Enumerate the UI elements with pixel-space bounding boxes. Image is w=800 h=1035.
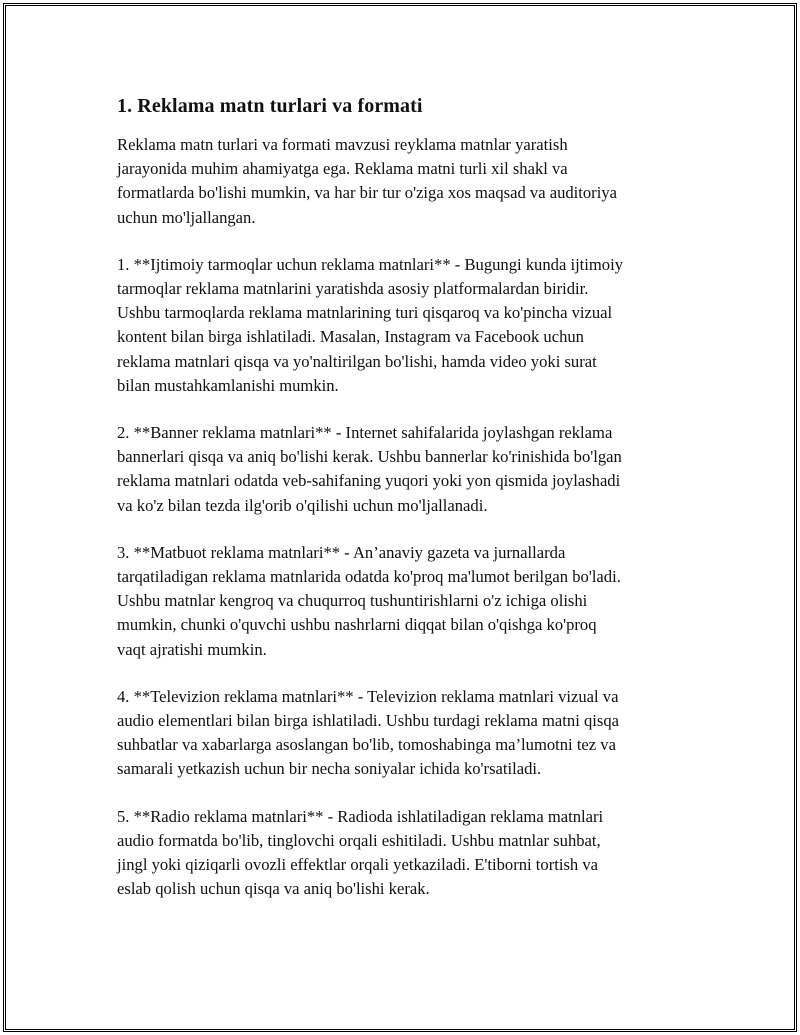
paragraph-item-2: [117, 421, 687, 518]
text-line: formatlarda bo'lishi mumkin, va har bir tur o'ziga xos maqsad va auditoriya: [117, 183, 617, 203]
document-title: 1. Reklama matn turlari va formati: [117, 95, 423, 117]
text-line: jarayonida muhim ahamiyatga ega. Reklama matni turli xil shakl va: [117, 159, 568, 179]
text-line: tarmoqlar reklama matnlarini yaratishda asosiy platformalardan biridir.: [117, 279, 589, 299]
text-line: uchun mo'ljallangan.: [117, 207, 256, 227]
text-line: mumkin, chunki o'quvchi ushbu nashrlarni diqqat bilan o'qishga ko'proq: [117, 615, 597, 635]
text-line: va ko'z bilan tezda ilg'orib o'qilishi uchun mo'ljallanadi.: [117, 495, 488, 515]
text-line: samarali yetkazish uchun bir necha soniyalar ichida ko'rsatiladi.: [117, 759, 542, 779]
paragraph-item-1: [117, 253, 687, 398]
text-line: Reklama matn turlari va formati mavzusi reyklama matnlar yaratish: [117, 135, 568, 154]
text-line: tarqatiladigan reklama matnlarida odatda ko'proq ma'lumot berilgan bo'ladi.: [117, 567, 621, 587]
text-line: jingl yoki qiziqarli ovozli effektlar orqali yetkaziladi. E'tiborni tortish va: [117, 855, 599, 875]
text-line: suhbatlar va xabarlarga asoslangan bo'lib, tomoshabinga ma’lumotni tez va: [117, 735, 616, 755]
text-line: 5. **Radio reklama matnlari** - Radioda ishlatiladigan reklama matnlari: [117, 806, 604, 826]
text-line: bilan mustahkamlanishi mumkin.: [117, 375, 339, 395]
paragraph-item-4: [117, 685, 687, 782]
text-line: 4. **Televizion reklama matnlari** - Televizion reklama matnlari vizual va: [117, 686, 619, 706]
paragraph-intro: [117, 133, 687, 230]
text-line: 2. **Banner reklama matnlari** - Internet sahifalarida joylashgan reklama: [117, 423, 613, 443]
text-line: audio formatda bo'lib, tinglovchi orqali eshitiladi. Ushbu matnlar suhbat,: [117, 830, 601, 850]
text-line: Ushbu matnlar kengroq va chuqurroq tushuntirishlarni o'z ichiga olishi: [117, 591, 588, 611]
text-line: vaqt ajratishi mumkin.: [117, 639, 267, 659]
text-line: reklama matnlari odatda veb-sahifaning yuqori yoki yon qismida joylashadi: [117, 471, 621, 491]
text-line: 3. **Matbuot reklama matnlari** - An’anaviy gazeta va jurnallarda: [117, 542, 566, 562]
paragraph-item-5: [117, 805, 687, 902]
text-line: audio elementlari bilan birga ishlatiladi. Ushbu turdagi reklama matni qisqa: [117, 711, 619, 731]
paragraph-item-3: [117, 541, 687, 662]
text-line: Ushbu tarmoqlarda reklama matnlarining turi qisqaroq va ko'pincha vizual: [117, 303, 613, 323]
text-line: bannerlari qisqa va aniq bo'lishi kerak. Ushbu bannerlar ko'rinishida bo'lgan: [117, 447, 622, 467]
document-body: [117, 93, 687, 924]
text-line: reklama matnlari qisqa va yo'naltirilgan bo'lishi, hamda video yoki surat: [117, 351, 597, 371]
text-line: 1. **Ijtimoiy tarmoqlar uchun reklama matnlari** - Bugungi kunda ijtimoiy: [117, 254, 624, 274]
text-line: kontent bilan birga ishlatiladi. Masalan, Instagram va Facebook uchun: [117, 327, 584, 347]
text-line: eslab qolish uchun qisqa va aniq bo'lishi kerak.: [117, 879, 430, 899]
